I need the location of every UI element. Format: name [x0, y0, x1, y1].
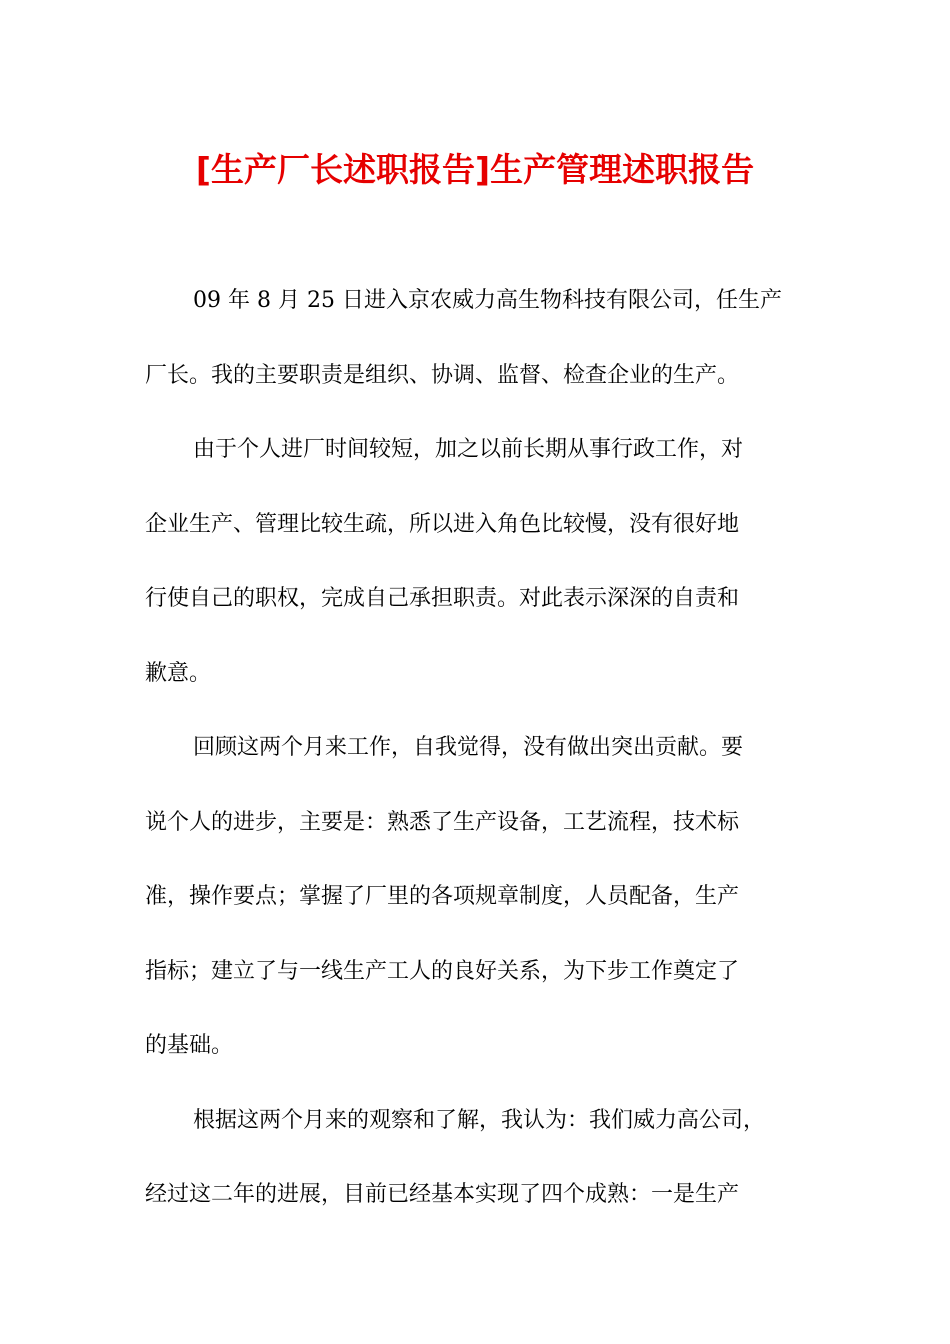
paragraph-line: 回顾这两个月来工作，自我觉得，没有做出突出贡献。要	[193, 735, 744, 760]
paragraph-line: 09 年 8 月 25 日进入京农威力高生物科技有限公司，任生产	[193, 288, 782, 313]
paragraph-line: 企业生产、管理比较生疏，所以进入角色比较慢，没有很好地	[145, 512, 740, 537]
paragraph-line: 指标；建立了与一线生产工人的良好关系，为下步工作奠定了	[145, 959, 740, 984]
paragraph-line: 经过这二年的进展，目前已经基本实现了四个成熟：一是生产	[145, 1182, 740, 1207]
paragraph-line: 厂长。我的主要职责是组织、协调、监督、检查企业的生产。	[145, 363, 740, 388]
paragraph-line: 根据这两个月来的观察和了解，我认为：我们威力高公司，	[193, 1108, 766, 1133]
paragraph-line: 行使自己的职权，完成自己承担职责。对此表示深深的自责和	[145, 586, 740, 611]
paragraph-line: 说个人的进步，主要是：熟悉了生产设备，工艺流程，技术标	[145, 810, 740, 835]
paragraph-line: 由于个人进厂时间较短，加之以前长期从事行政工作，对	[193, 437, 744, 462]
paragraph-line: 的基础。	[145, 1033, 234, 1058]
paragraph-line: 准，操作要点；掌握了厂里的各项规章制度，人员配备，生产	[145, 884, 740, 909]
document-title: [生产厂长述职报告]生产管理述职报告	[195, 150, 755, 189]
paragraph-line: 歉意。	[145, 661, 212, 686]
